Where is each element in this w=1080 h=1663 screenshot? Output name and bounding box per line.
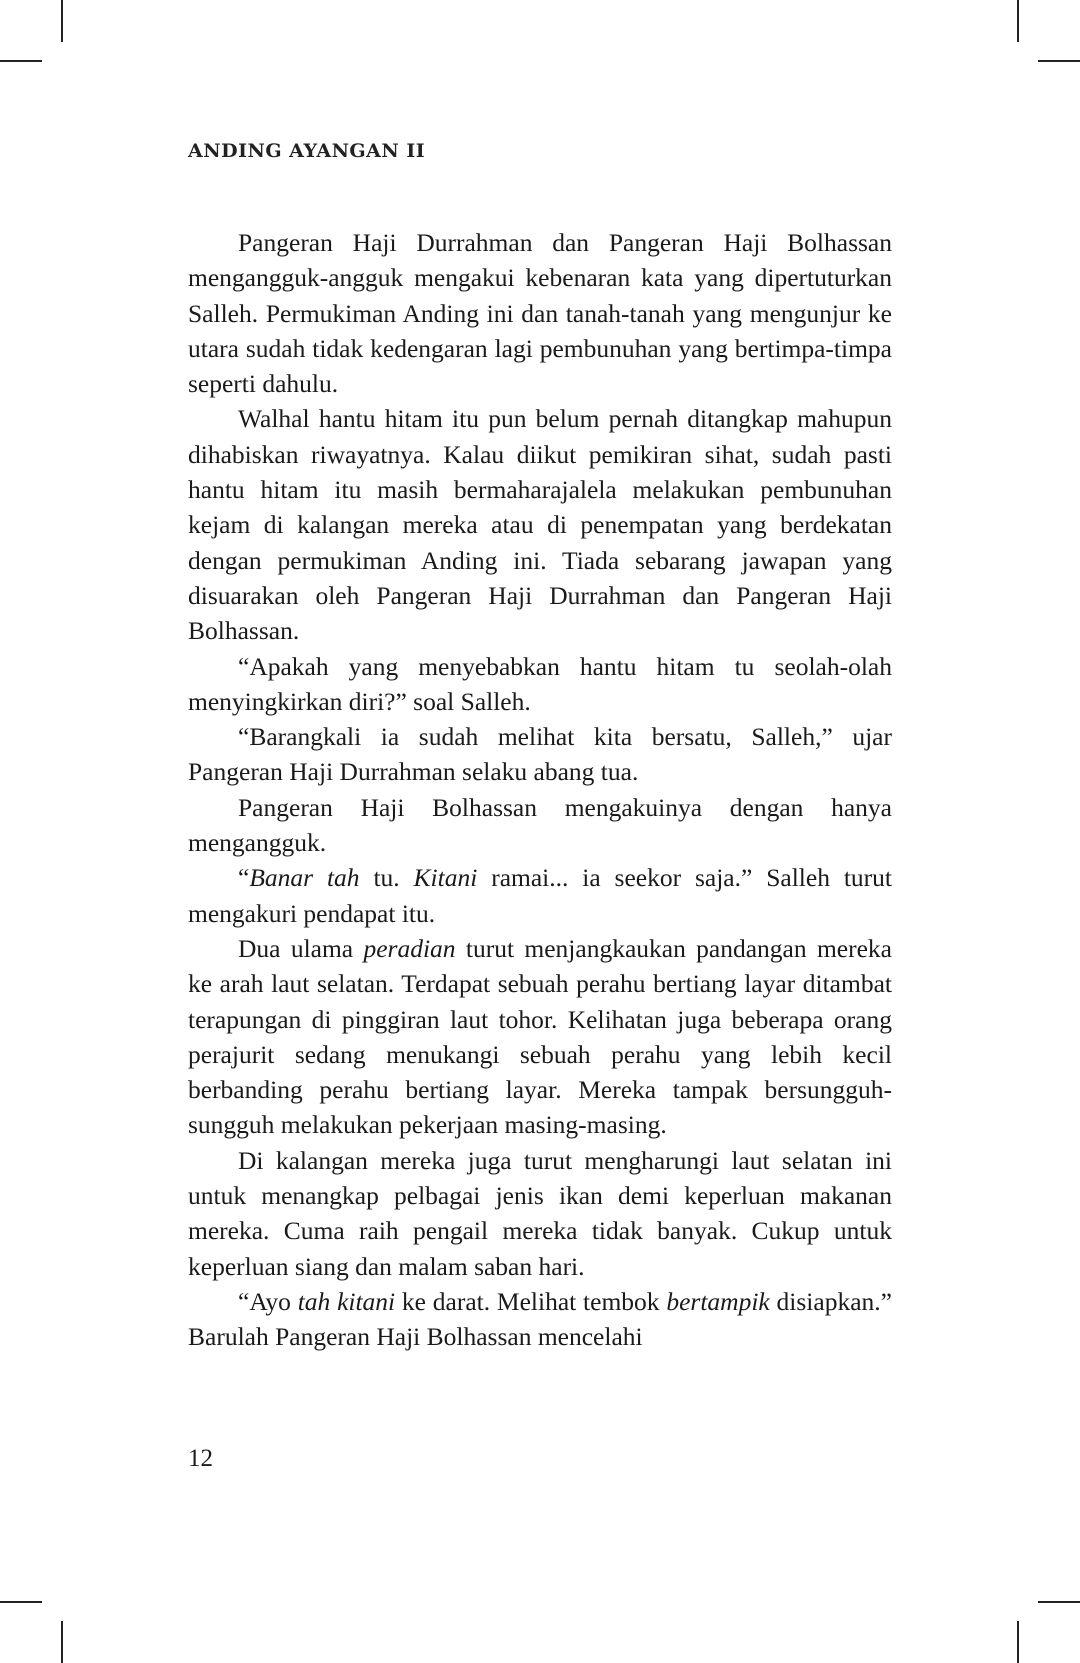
paragraph <box>188 1143 892 1284</box>
italic-text: Kitani <box>413 863 478 893</box>
text-run: Pangeran Haji Durrahman dan Pangeran Haji Bolhassan mengangguk-angguk mengakui kebenaran kata yang dipertuturkan Salleh. Permukiman Anding ini dan tanah-tanah yang mengunjur ke utara sudah tidak kedengaran lagi pembunuhan yang bertimpa-timpa seperti dahulu. <box>188 228 892 399</box>
crop-mark-bottom-right-vertical <box>1017 1621 1019 1663</box>
text-run: Di kalangan mereka juga turut mengharungi laut selatan ini untuk menangkap pelbagai jenis ikan demi keperluan makanan mereka. Cuma raih pengail mereka tidak banyak. Cukup untuk keperluan siang dan malam saban hari. <box>188 1145 892 1281</box>
crop-mark-top-left-horizontal <box>0 60 42 62</box>
crop-mark-bottom-left-horizontal <box>0 1601 42 1603</box>
crop-mark-bottom-right-horizontal <box>1038 1601 1080 1603</box>
crop-mark-top-right-vertical <box>1017 0 1019 42</box>
text-run: tu. <box>359 863 414 893</box>
page-number: 12 <box>188 1445 213 1472</box>
body-text <box>188 225 892 1355</box>
text-run: “Barangkali ia sudah melihat kita bersatu, Salleh,” ujar Pangeran Haji Durrahman selaku abang tua. <box>188 722 892 787</box>
italic-text: tah kitani <box>297 1286 396 1316</box>
paragraph <box>188 649 892 720</box>
paragraph <box>188 790 892 861</box>
crop-mark-top-right-horizontal <box>1038 60 1080 62</box>
text-run: disiapkan.” Barulah Pangeran Haji Bolhassan mencelahi <box>188 1286 892 1352</box>
paragraph <box>188 225 892 401</box>
paragraph <box>188 860 892 931</box>
text-run: Dua ulama <box>238 933 364 963</box>
paragraph <box>188 931 892 1143</box>
crop-mark-bottom-left-vertical <box>61 1621 63 1663</box>
text-run: “ <box>238 863 250 893</box>
text-run: ke darat. Melihat tembok <box>395 1286 667 1316</box>
paragraph <box>188 1284 892 1355</box>
text-run: ramai... ia seekor saja.” Salleh turut mengakuri pendapat itu. <box>188 863 892 928</box>
text-run: Pangeran Haji Bolhassan mengakuinya dengan hanya mengangguk. <box>188 792 892 858</box>
crop-mark-top-left-vertical <box>61 0 63 42</box>
running-header: ANDING AYANGAN II <box>188 140 426 162</box>
paragraph <box>188 401 892 648</box>
text-run: “Apakah yang menyebabkan hantu hitam tu seolah-olah menyingkirkan diri?” soal Salleh. <box>188 651 892 716</box>
text-run: turut menjangkaukan pandangan mereka ke arah laut selatan. Terdapat sebuah perahu bertiang layar ditambat terapungan di pinggiran laut tohor. Kelihatan juga beberapa orang perajurit sedang menukangi sebuah perahu yang lebih kecil berbanding perahu bertiang layar. Mereka tampak bersungguh-sungguh melakukan pekerjaan masing-masing. <box>188 933 892 1140</box>
text-run: Walhal hantu hitam itu pun belum pernah ditangkap mahupun dihabiskan riwayatnya. Kalau diikut pemikiran sihat, sudah pasti hantu hitam itu masih bermaharajalela melakukan pembunuhan kejam di kalangan mereka atau di penempatan yang berdekatan dengan permukiman Anding ini. Tiada sebarang jawapan yang disuarakan oleh Pangeran Haji Durrahman dan Pangeran Haji Bolhassan. <box>188 404 892 646</box>
paragraph <box>188 719 892 790</box>
italic-text: peradian <box>363 933 456 963</box>
italic-text: Banar tah <box>249 863 360 893</box>
italic-text: bertampik <box>666 1286 770 1316</box>
text-run: “Ayo <box>238 1286 298 1316</box>
